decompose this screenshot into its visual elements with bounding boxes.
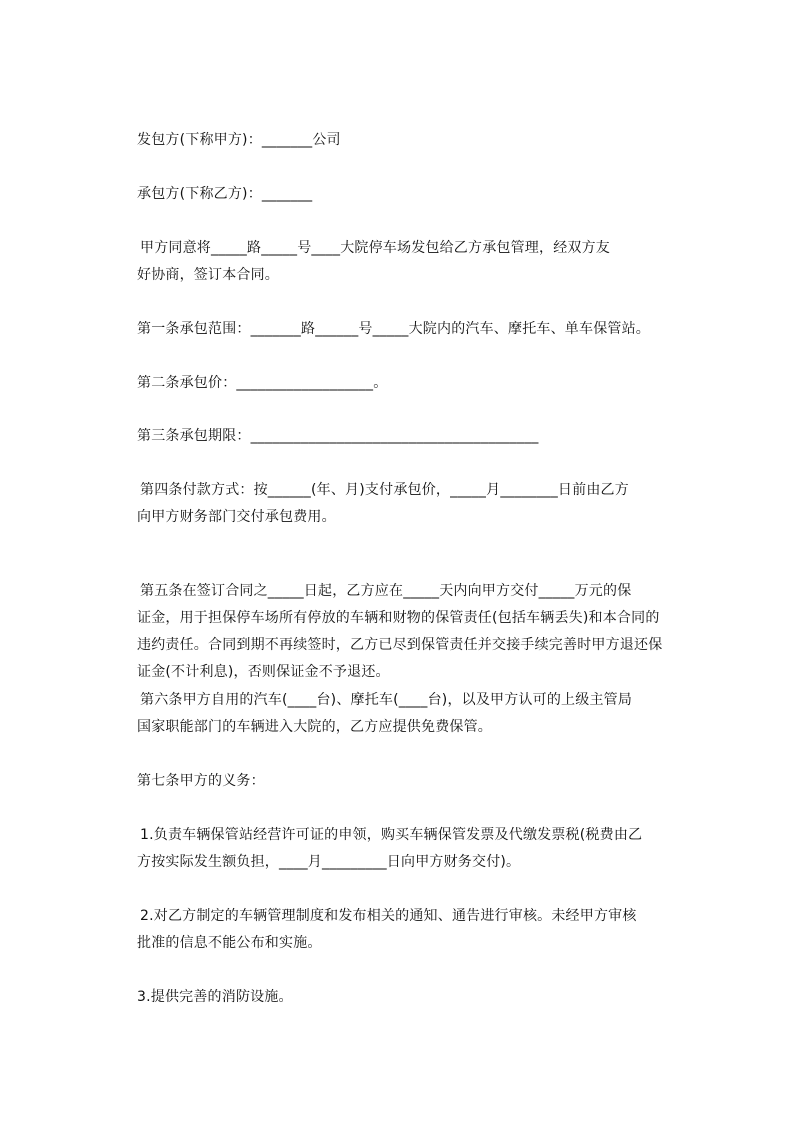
agreement-line-1: 甲方同意将_____路_____号____大院停车场发包给乙方承包管理，经双方友 <box>140 240 610 256</box>
article-7-item-2-line-1: 2.对乙方制定的车辆管理制度和发布相关的通知、通告进行审核。未经甲方审核 <box>140 908 637 924</box>
article-7-heading: 第七条甲方的义务： <box>137 773 265 789</box>
agreement-line-2: 好协商，签订本合同。 <box>137 267 279 283</box>
article-5-line-3: 违约责任。合同到期不再续签时，乙方已尽到保管责任并交接手续完善时甲方退还保 <box>137 637 663 653</box>
article-7-item-1-line-2: 方按实际发生额负担，____月_________日向甲方财务交付)。 <box>137 854 521 870</box>
article-5-line-1: 第五条在签订合同之_____日起，乙方应在_____天内向甲方交付_____万元的保 <box>140 583 632 599</box>
article-4-line-2: 向甲方财务部门交付承包费用。 <box>137 509 336 525</box>
article-7-item-2-line-2: 批准的信息不能公布和实施。 <box>137 935 322 951</box>
article-2-line: 第二条承包价：___________________。 <box>137 375 388 391</box>
party-a-line: 发包方(下称甲方)：_______公司 <box>137 132 341 148</box>
article-1-line: 第一条承包范围：_______路______号_____大院内的汽车、摩托车、单车保管站。 <box>137 321 650 337</box>
article-4-line-1: 第四条付款方式：按______(年、月)支付承包价，_____月________日前由乙方 <box>140 482 629 498</box>
article-5-line-4: 证金(不计利息)，否则保证金不予退还。 <box>137 664 390 680</box>
article-7-item-1-line-1: 1.负责车辆保管站经营许可证的申领，购买车辆保管发票及代缴发票税(税费由乙 <box>140 827 643 843</box>
article-3-line: 第三条承包期限：________________________________________ <box>137 428 539 444</box>
party-b-line: 承包方(下称乙方)：_______ <box>137 186 313 202</box>
article-5-line-2: 证金，用于担保停车场所有停放的车辆和财物的保管责任(包括车辆丢失)和本合同的 <box>137 610 660 626</box>
article-7-item-3-line: 3.提供完善的消防设施。 <box>137 989 293 1005</box>
article-6-line-1: 第六条甲方自用的汽车(____台)、摩托车(____台)，以及甲方认可的上级主管局 <box>140 692 633 708</box>
article-6-line-2: 国家职能部门的车辆进入大院的，乙方应提供免费保管。 <box>137 719 492 735</box>
